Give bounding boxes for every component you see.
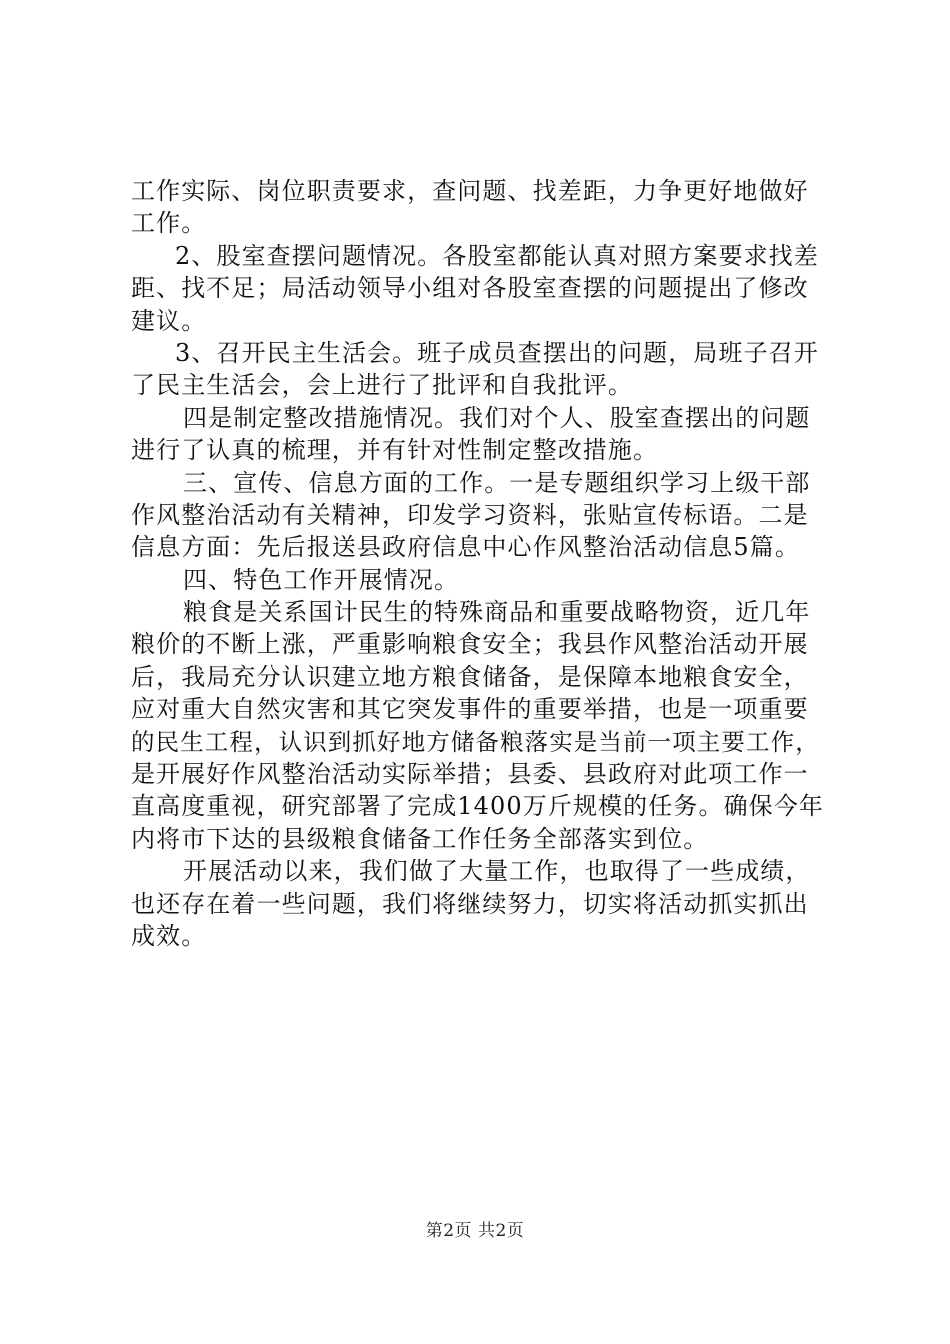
text-line: 内将市下达的县级粮食储备工作任务全部落实到位。: [131, 824, 709, 853]
page-number-footer: 第2页 共2页: [425, 1221, 525, 1241]
text-line: 四是制定整改措施情况。我们对个人、股室查摆出的问题: [183, 403, 811, 432]
document-body: [131, 175, 831, 952]
text-line: 建议。: [131, 306, 207, 335]
text-line: 直高度重视，研究部署了完成1400万斤规模的任务。确保今年: [131, 792, 824, 821]
text-line: 三、宣传、信息方面的工作。一是专题组织学习上级干部: [183, 468, 811, 497]
text-line: 也还存在着一些问题，我们将继续努力，切实将活动抓实抓出: [131, 889, 809, 918]
text-line: 粮价的不断上涨，严重影响粮食安全；我县作风整治活动开展: [131, 630, 809, 659]
text-line: 了民主生活会，会上进行了批评和自我批评。: [131, 371, 633, 400]
text-line: 工作。: [131, 209, 207, 238]
text-line: 是开展好作风整治活动实际举措；县委、县政府对此项工作一: [131, 760, 809, 789]
text-line: 距、找不足；局活动领导小组对各股室查摆的问题提出了修改: [131, 274, 809, 303]
text-line: 四、特色工作开展情况。: [183, 565, 460, 594]
text-line: 工作实际、岗位职责要求，查问题、找差距，力争更好地做好: [131, 177, 809, 205]
text-line: 3、召开民主生活会。班子成员查摆出的问题，局班子召开: [175, 338, 819, 367]
text-line: 后，我局充分认识建立地方粮食储备，是保障本地粮食安全，: [131, 662, 809, 691]
text-line: 成效。: [131, 921, 207, 950]
text-line: 信息方面：先后报送县政府信息中心作风整治活动信息5篇。: [131, 533, 800, 562]
text-line: 开展活动以来，我们做了大量工作，也取得了一些成绩，: [183, 857, 811, 886]
text-line: 作风整治活动有关精神，印发学习资料，张贴宣传标语。二是: [131, 500, 809, 529]
text-line: 粮食是关系国计民生的特殊商品和重要战略物资，近几年: [183, 598, 811, 627]
text-line: 2、股室查摆问题情况。各股室都能认真对照方案要求找差: [175, 241, 819, 270]
text-line: 进行了认真的梳理，并有针对性制定整改措施。: [131, 436, 659, 465]
text-line: 应对重大自然灾害和其它突发事件的重要举措，也是一项重要: [131, 695, 809, 724]
text-line: 的民生工程，认识到抓好地方储备粮落实是当前一项主要工作，: [131, 727, 820, 756]
